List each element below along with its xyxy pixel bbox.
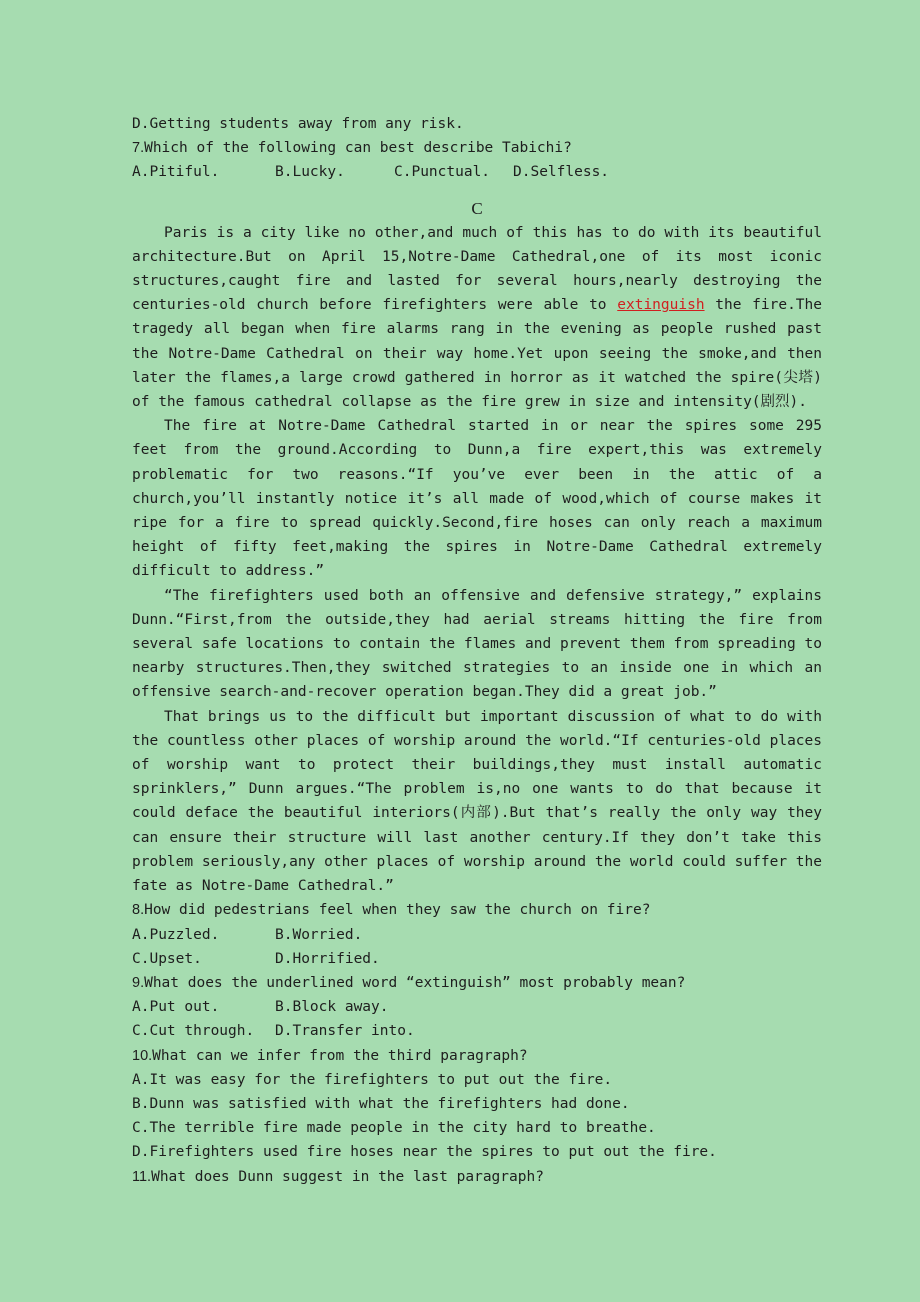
worksheet-page: [132, 112, 822, 1189]
question-number: 8.: [132, 902, 145, 919]
option-b: B.Dunn was satisfied with what the firefighters had done.: [132, 1095, 630, 1112]
question-9-options-row-2: [132, 1019, 822, 1043]
passage-paragraph-1: Paris is a city like no other,and much of this has to do with its beautiful architecture.But on April 15,Notre-Dame Cathedral,one of its most iconic structures,caught fire and lasted for several hours,nearly destroying the centuries-old church before firefighters were able to extinguish the fire.The tragedy all began when fire alarms rang in the evening as people rushed past the Notre-Dame Cathedral on their way home.Yet upon seeing the smoke,and then later the flames,a large crowd gathered in horror as it watched the spire(尖塔) of the famous cathedral collapse as the fire grew in size and intensity(剧烈).: [132, 224, 823, 411]
question-number: 10.: [132, 1047, 153, 1064]
option-c: C.Punctual.: [394, 164, 491, 181]
question-9: [132, 971, 822, 995]
option-d: D.Firefighters used fire hoses near the spires to put out the fire.: [132, 1144, 717, 1161]
question-11: [132, 1165, 822, 1189]
option-d: D.Selfless.: [513, 164, 610, 181]
option-b: B.Lucky.: [275, 164, 345, 181]
question-text: What does Dunn suggest in the last paragraph?: [151, 1168, 544, 1185]
question-8-options-row-2: [132, 947, 822, 971]
passage-paragraph-4: That brings us to the difficult but important discussion of what to do with the countless other places of worship around the world.“If centuries-old places of worship want to protect their buildings,they must install automatic sprinklers,” Dunn argues.“The problem is,no one wants to do that because it could deface the beautiful interiors(内部).But that’s really the only way they can ensure their structure will last another century.If they don’t take this problem seriously,any other places of worship around the world could suffer the fate as Notre-Dame Cathedral.”: [132, 708, 822, 895]
option-c: C.Cut through.: [132, 1023, 255, 1040]
option-a: A.Pitiful.: [132, 164, 220, 181]
question-number: 9.: [132, 974, 145, 991]
question-8-options-row-1: [132, 923, 822, 947]
question-10: [132, 1044, 822, 1068]
option-d: D.Horrified.: [275, 950, 380, 967]
question-text: Which of the following can best describe Tabichi?: [144, 140, 572, 157]
option-b: B.Worried.: [275, 926, 363, 943]
option-a: A.Puzzled.: [132, 926, 220, 943]
question-7-options: [132, 160, 822, 184]
underlined-word: extinguish: [617, 297, 705, 314]
question-7: [132, 136, 822, 160]
option-d: D.Transfer into.: [275, 1023, 415, 1040]
section-title: C: [471, 198, 483, 218]
passage-paragraph-3: “The firefighters used both an offensive and defensive strategy,” explains Dunn.“First,from the outside,they had aerial streams hitting the fire from several safe locations to contain the flames and prevent them from spreading to nearby structures.Then,they switched strategies to an inside one in which an offensive search-and-recover operation began.They did a great job.”: [132, 587, 822, 701]
option-a: A.It was easy for the firefighters to put out the fire.: [132, 1071, 613, 1088]
question-8: [132, 898, 822, 922]
passage-paragraph-2: The fire at Notre-Dame Cathedral started in or near the spires some 295 feet from the ground.According to Dunn,a fire expert,this was extremely problematic for two reasons.“If you’ve ever been in the attic of a church,you’ll instantly notice it’s all made of wood,which of course makes it ripe for a fire to spread quickly.Second,fire hoses can only reach a maximum height of fifty feet,making the spires in Notre-Dame Cathedral extremely difficult to address.”: [132, 418, 822, 580]
option-c: C.The terrible fire made people in the city hard to breathe.: [132, 1120, 656, 1137]
question-text: What can we infer from the third paragraph?: [152, 1047, 528, 1064]
option-a: A.Put out.: [132, 999, 220, 1016]
prev-option-d: D.Getting students away from any risk.: [132, 116, 464, 132]
question-number: 7.: [132, 140, 145, 157]
question-number: 11.: [132, 1168, 152, 1185]
question-text: What does the underlined word “extinguish” most probably mean?: [144, 974, 686, 991]
question-text: How did pedestrians feel when they saw the church on fire?: [144, 902, 651, 919]
option-b: B.Block away.: [275, 999, 389, 1016]
option-c: C.Upset.: [132, 950, 202, 967]
question-9-options-row-1: [132, 995, 822, 1019]
